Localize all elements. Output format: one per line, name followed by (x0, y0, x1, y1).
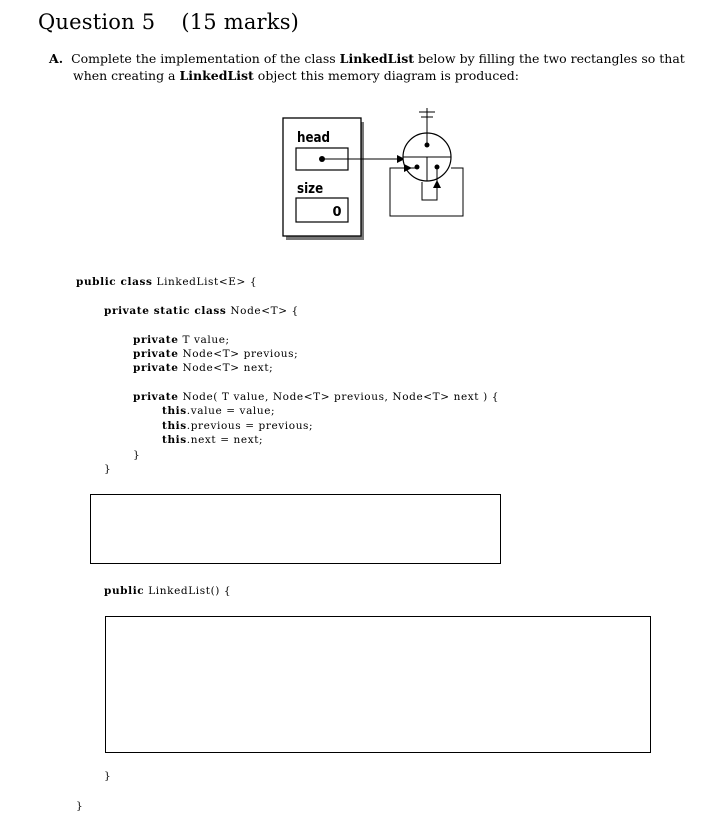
part-a-instructions (49, 50, 685, 84)
answer-box-fields[interactable] (90, 494, 501, 564)
code-close-class: } (76, 800, 84, 812)
code-keyword: private (133, 334, 179, 346)
answer-box-constructor[interactable] (105, 616, 651, 753)
code-field-previous (133, 348, 298, 360)
code-keyword: public (104, 585, 145, 597)
code-text: LinkedList<E> { (152, 276, 258, 288)
memory-diagram (280, 100, 480, 250)
code-keyword: private (133, 391, 179, 403)
code-keyword: this (162, 420, 187, 432)
size-label: size (297, 181, 324, 198)
code-text: .value = value; (186, 405, 276, 417)
code-text: .previous = previous; (186, 420, 314, 432)
code-text: .next = next; (186, 434, 264, 446)
question-number: Question 5 (38, 10, 156, 34)
class-name-1: LinkedList (339, 51, 415, 66)
instruction-text-4: object this memory diagram is produced: (253, 68, 519, 83)
code-keyword: this (162, 434, 187, 446)
code-close-list-constructor: } (104, 770, 112, 782)
code-close-constructor: } (133, 449, 141, 461)
code-keyword: private (133, 348, 179, 360)
code-text: LinkedList() { (144, 585, 232, 597)
code-list-constructor (104, 585, 231, 597)
code-node-decl (104, 305, 299, 317)
part-label: A. (49, 51, 64, 66)
code-assign-next (162, 434, 263, 446)
code-keyword: this (162, 405, 187, 417)
instruction-text-3: when creating a (73, 68, 180, 83)
code-assign-previous (162, 420, 313, 432)
instruction-text-2: below by filling the two rectangles so that (414, 51, 685, 66)
code-text: Node<T> next; (178, 362, 274, 374)
code-class-decl (76, 276, 257, 288)
code-assign-value (162, 405, 275, 417)
code-keyword: private static class (104, 305, 227, 317)
question-marks: (15 marks) (181, 10, 300, 34)
code-text: T value; (178, 334, 230, 346)
head-label: head (297, 130, 331, 147)
inner-loop-arrow (433, 180, 441, 188)
code-field-value (133, 334, 230, 346)
size-value: 0 (332, 205, 342, 220)
code-text: Node<T> { (226, 305, 299, 317)
code-node-constructor (133, 391, 499, 403)
code-keyword: private (133, 362, 179, 374)
instruction-text-1: Complete the implementation of the class (71, 51, 340, 66)
code-text: Node( T value, Node<T> previous, Node<T> next ) { (178, 391, 499, 403)
code-text: Node<T> previous; (178, 348, 299, 360)
instruction-line-2 (49, 67, 685, 84)
code-field-next (133, 362, 273, 374)
code-keyword: public class (76, 276, 153, 288)
question-title (38, 10, 299, 34)
class-name-2: LinkedList (179, 68, 254, 83)
code-close-node: } (104, 463, 112, 475)
